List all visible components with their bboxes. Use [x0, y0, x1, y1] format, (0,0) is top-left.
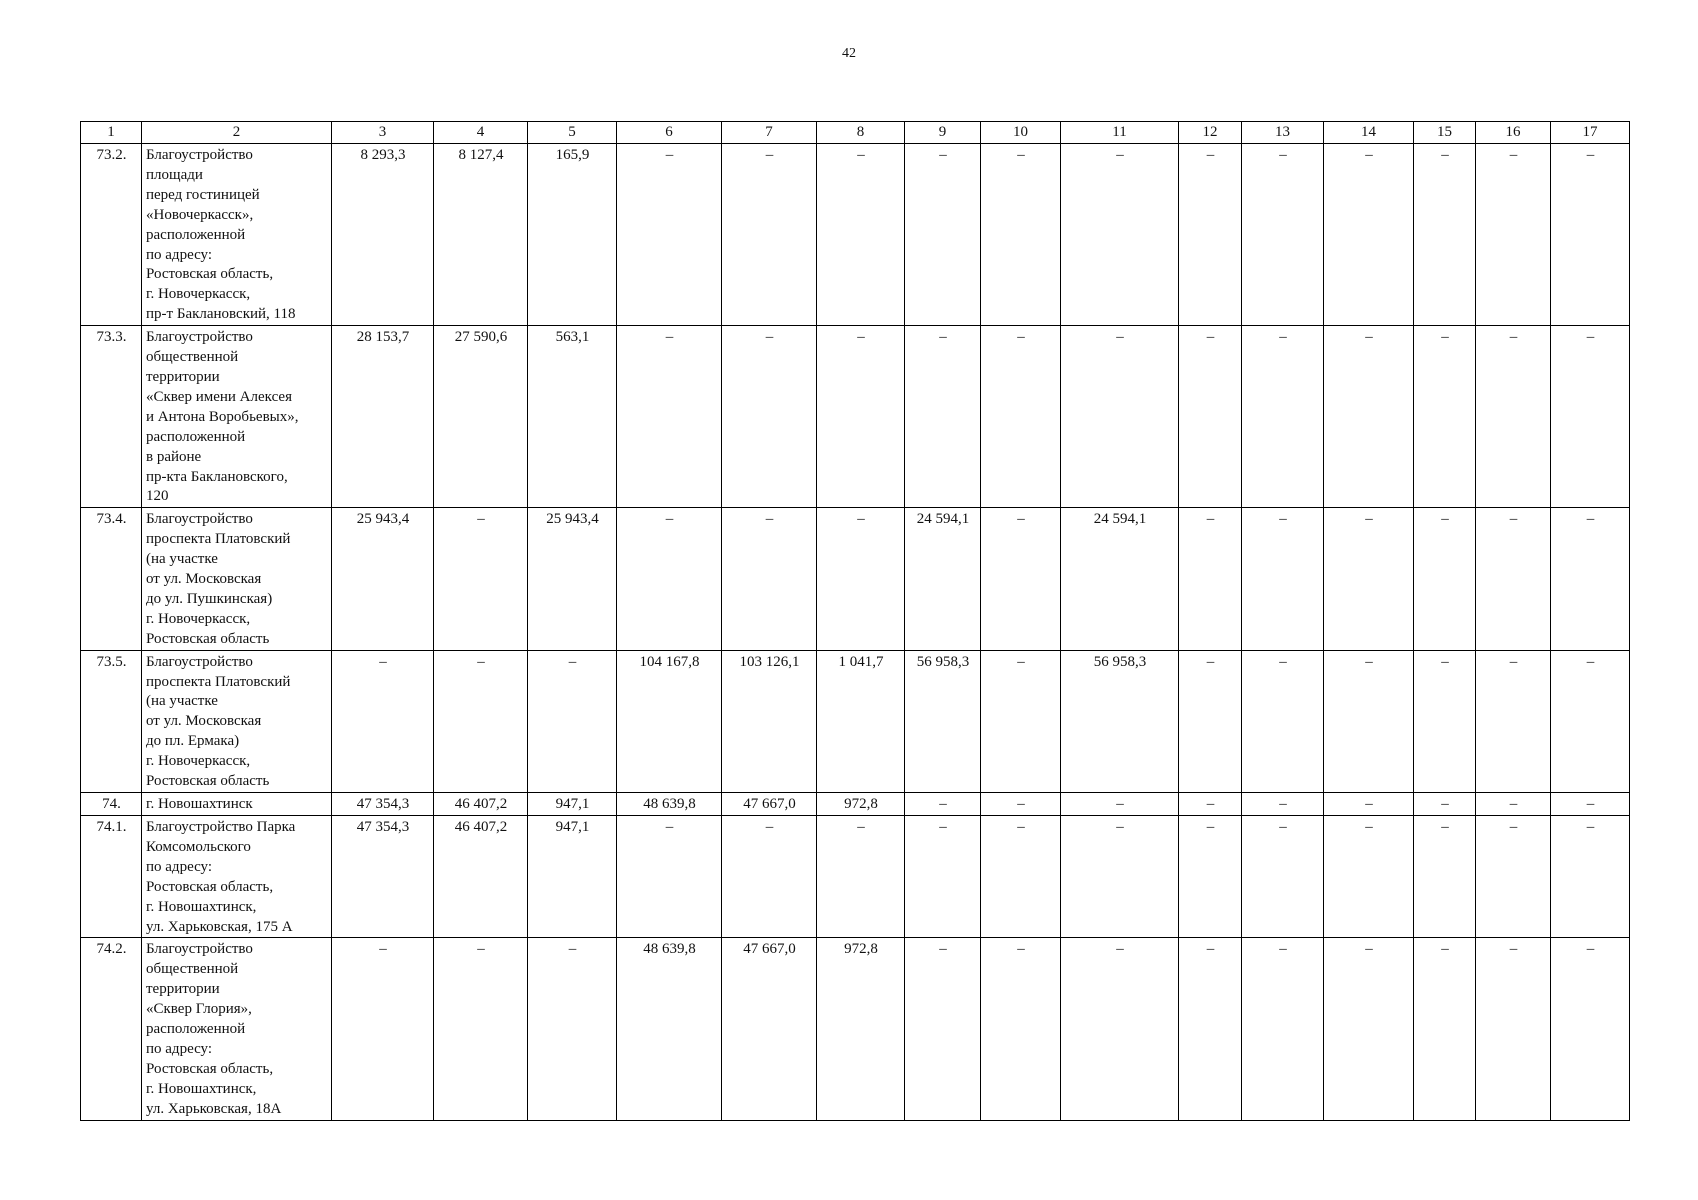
- column-header-3: 3: [332, 122, 434, 144]
- cell-col-13: –: [1242, 508, 1324, 650]
- cell-col-6: –: [617, 816, 722, 938]
- cell-col-11: –: [1061, 144, 1179, 326]
- cell-col-4: 27 590,6: [434, 326, 528, 508]
- column-header-4: 4: [434, 122, 528, 144]
- cell-col-7: –: [722, 326, 817, 508]
- cell-col-16: –: [1476, 650, 1551, 792]
- cell-col-4: 46 407,2: [434, 816, 528, 938]
- cell-col-6: 104 167,8: [617, 650, 722, 792]
- cell-col-4: –: [434, 938, 528, 1120]
- cell-col-9: –: [905, 816, 981, 938]
- cell-col-3: 8 293,3: [332, 144, 434, 326]
- table-row: [81, 793, 1630, 816]
- cell-col-14: –: [1324, 508, 1414, 650]
- cell-col-12: –: [1179, 508, 1242, 650]
- cell-col-10: –: [981, 144, 1061, 326]
- cell-col-15: –: [1414, 144, 1476, 326]
- cell-col-11: –: [1061, 938, 1179, 1120]
- row-code: 74.1.: [81, 816, 142, 938]
- cell-col-17: –: [1551, 508, 1630, 650]
- row-name: Благоустройство площади перед гостиницей «Новочеркасск», расположенной по адресу: Ростовская область, г. Новочеркасск, пр-т Баклановский, 118: [142, 144, 332, 326]
- row-code: 73.2.: [81, 144, 142, 326]
- row-code: 73.3.: [81, 326, 142, 508]
- row-code: 73.5.: [81, 650, 142, 792]
- column-header-15: 15: [1414, 122, 1476, 144]
- cell-col-11: 24 594,1: [1061, 508, 1179, 650]
- row-code: 74.2.: [81, 938, 142, 1120]
- cell-col-9: 24 594,1: [905, 508, 981, 650]
- row-name: Благоустройство проспекта Платовский (на участке от ул. Московская до пл. Ермака) г. Новочеркасск, Ростовская область: [142, 650, 332, 792]
- column-header-1: 1: [81, 122, 142, 144]
- cell-col-11: –: [1061, 816, 1179, 938]
- cell-col-8: 972,8: [817, 793, 905, 816]
- cell-col-11: 56 958,3: [1061, 650, 1179, 792]
- cell-col-15: –: [1414, 326, 1476, 508]
- cell-col-13: –: [1242, 650, 1324, 792]
- cell-col-16: –: [1476, 508, 1551, 650]
- table-row: [81, 326, 1630, 508]
- cell-col-15: –: [1414, 938, 1476, 1120]
- column-header-11: 11: [1061, 122, 1179, 144]
- cell-col-3: 47 354,3: [332, 816, 434, 938]
- column-header-10: 10: [981, 122, 1061, 144]
- cell-col-9: –: [905, 144, 981, 326]
- cell-col-4: 8 127,4: [434, 144, 528, 326]
- cell-col-7: –: [722, 508, 817, 650]
- cell-col-9: –: [905, 326, 981, 508]
- cell-col-8: 972,8: [817, 938, 905, 1120]
- cell-col-17: –: [1551, 144, 1630, 326]
- cell-col-7: –: [722, 816, 817, 938]
- cell-col-17: –: [1551, 938, 1630, 1120]
- cell-col-5: 165,9: [528, 144, 617, 326]
- cell-col-17: –: [1551, 650, 1630, 792]
- cell-col-7: 47 667,0: [722, 938, 817, 1120]
- column-header-13: 13: [1242, 122, 1324, 144]
- cell-col-17: –: [1551, 793, 1630, 816]
- cell-col-3: –: [332, 650, 434, 792]
- cell-col-4: 46 407,2: [434, 793, 528, 816]
- cell-col-10: –: [981, 508, 1061, 650]
- row-code: 74.: [81, 793, 142, 816]
- cell-col-10: –: [981, 816, 1061, 938]
- cell-col-9: –: [905, 793, 981, 816]
- cell-col-14: –: [1324, 816, 1414, 938]
- cell-col-7: 103 126,1: [722, 650, 817, 792]
- column-header-17: 17: [1551, 122, 1630, 144]
- budget-table: [80, 121, 1630, 1121]
- cell-col-7: –: [722, 144, 817, 326]
- cell-col-14: –: [1324, 650, 1414, 792]
- cell-col-15: –: [1414, 793, 1476, 816]
- cell-col-5: 947,1: [528, 816, 617, 938]
- header-row: [81, 122, 1630, 144]
- cell-col-17: –: [1551, 816, 1630, 938]
- column-header-2: 2: [142, 122, 332, 144]
- cell-col-8: –: [817, 508, 905, 650]
- cell-col-5: 563,1: [528, 326, 617, 508]
- row-name: Благоустройство общественной территории «Сквер имени Алексея и Антона Воробьевых», расположенной в районе пр-кта Баклановского, 120: [142, 326, 332, 508]
- cell-col-8: 1 041,7: [817, 650, 905, 792]
- column-header-16: 16: [1476, 122, 1551, 144]
- cell-col-13: –: [1242, 938, 1324, 1120]
- cell-col-17: –: [1551, 326, 1630, 508]
- table-row: [81, 938, 1630, 1120]
- cell-col-10: –: [981, 650, 1061, 792]
- cell-col-13: –: [1242, 144, 1324, 326]
- row-name: г. Новошахтинск: [142, 793, 332, 816]
- cell-col-11: –: [1061, 793, 1179, 816]
- cell-col-13: –: [1242, 326, 1324, 508]
- cell-col-4: –: [434, 508, 528, 650]
- row-name: Благоустройство общественной территории «Сквер Глория», расположенной по адресу: Ростовская область, г. Новошахтинск, ул. Харьковская, 18А: [142, 938, 332, 1120]
- cell-col-15: –: [1414, 650, 1476, 792]
- cell-col-10: –: [981, 938, 1061, 1120]
- column-header-14: 14: [1324, 122, 1414, 144]
- table-row: [81, 650, 1630, 792]
- cell-col-6: –: [617, 144, 722, 326]
- cell-col-14: –: [1324, 144, 1414, 326]
- cell-col-5: –: [528, 938, 617, 1120]
- cell-col-16: –: [1476, 938, 1551, 1120]
- cell-col-9: 56 958,3: [905, 650, 981, 792]
- cell-col-3: –: [332, 938, 434, 1120]
- cell-col-13: –: [1242, 816, 1324, 938]
- cell-col-13: –: [1242, 793, 1324, 816]
- cell-col-3: 47 354,3: [332, 793, 434, 816]
- column-header-5: 5: [528, 122, 617, 144]
- cell-col-12: –: [1179, 144, 1242, 326]
- cell-col-16: –: [1476, 144, 1551, 326]
- column-header-6: 6: [617, 122, 722, 144]
- row-code: 73.4.: [81, 508, 142, 650]
- cell-col-6: 48 639,8: [617, 793, 722, 816]
- cell-col-12: –: [1179, 326, 1242, 508]
- cell-col-6: 48 639,8: [617, 938, 722, 1120]
- cell-col-5: 25 943,4: [528, 508, 617, 650]
- cell-col-6: –: [617, 508, 722, 650]
- page-number: 42: [842, 46, 856, 61]
- cell-col-15: –: [1414, 508, 1476, 650]
- row-name: Благоустройство проспекта Платовский (на участке от ул. Московская до ул. Пушкинская) г. Новочеркасск, Ростовская область: [142, 508, 332, 650]
- cell-col-9: –: [905, 938, 981, 1120]
- column-header-9: 9: [905, 122, 981, 144]
- cell-col-12: –: [1179, 793, 1242, 816]
- cell-col-14: –: [1324, 326, 1414, 508]
- row-name: Благоустройство Парка Комсомольского по адресу: Ростовская область, г. Новошахтинск, ул. Харьковская, 175 А: [142, 816, 332, 938]
- cell-col-5: –: [528, 650, 617, 792]
- cell-col-8: –: [817, 326, 905, 508]
- cell-col-3: 25 943,4: [332, 508, 434, 650]
- table-row: [81, 144, 1630, 326]
- column-header-8: 8: [817, 122, 905, 144]
- table-row: [81, 508, 1630, 650]
- table-row: [81, 816, 1630, 938]
- cell-col-16: –: [1476, 326, 1551, 508]
- table-body: [81, 144, 1630, 1121]
- cell-col-7: 47 667,0: [722, 793, 817, 816]
- column-header-7: 7: [722, 122, 817, 144]
- cell-col-16: –: [1476, 816, 1551, 938]
- cell-col-8: –: [817, 144, 905, 326]
- cell-col-14: –: [1324, 938, 1414, 1120]
- cell-col-5: 947,1: [528, 793, 617, 816]
- cell-col-16: –: [1476, 793, 1551, 816]
- cell-col-8: –: [817, 816, 905, 938]
- cell-col-3: 28 153,7: [332, 326, 434, 508]
- cell-col-4: –: [434, 650, 528, 792]
- cell-col-10: –: [981, 793, 1061, 816]
- cell-col-6: –: [617, 326, 722, 508]
- cell-col-10: –: [981, 326, 1061, 508]
- cell-col-12: –: [1179, 650, 1242, 792]
- column-header-12: 12: [1179, 122, 1242, 144]
- cell-col-12: –: [1179, 816, 1242, 938]
- cell-col-12: –: [1179, 938, 1242, 1120]
- cell-col-15: –: [1414, 816, 1476, 938]
- cell-col-14: –: [1324, 793, 1414, 816]
- cell-col-11: –: [1061, 326, 1179, 508]
